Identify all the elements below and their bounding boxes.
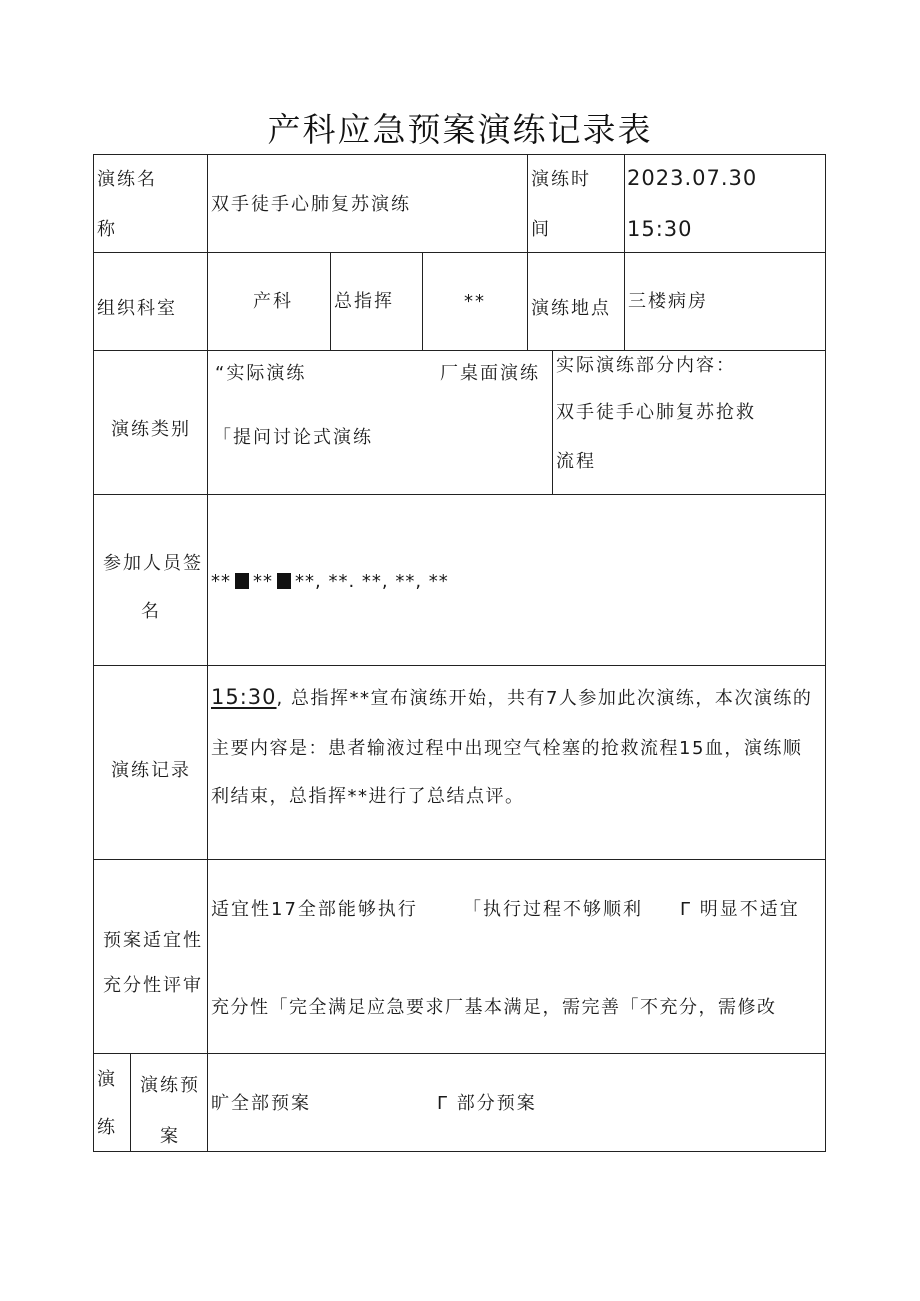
record-line-1 [211,686,812,710]
participants-label: 参加人员签 [103,553,203,574]
commander-label: 总指挥 [334,291,394,312]
review-label-cont: 充分性评审 [103,975,203,996]
scope-label: 演 [97,1069,117,1090]
row-divider [93,665,826,666]
option-all-plans: 旷全部预案 [211,1093,311,1114]
column-divider [422,252,423,350]
participants-signatures [211,571,449,593]
category-label: 演练类别 [111,419,191,440]
row-divider [93,494,826,495]
scope-label-cont: 练 [97,1117,117,1138]
record-text: , 总指挥**宣布演练开始，共有7人参加此次演练，本次演练的 [276,688,813,709]
redaction-box [277,573,291,589]
participant-name: ** [211,571,231,592]
participant-name: ** [253,571,273,592]
name-label: 演练名 [97,169,157,190]
suitability-option-not-smooth: 「执行过程不够顺利 [463,899,643,920]
column-divider [130,1053,131,1151]
location-label: 演练地点 [531,298,611,319]
participants-label-cont: 名 [141,601,161,622]
actual-content-value-cont: 流程 [556,451,596,472]
record-line-3: 利结束，总指挥**进行了总结点评。 [211,786,525,807]
actual-content-value: 双手徒手心肺复苏抢救 [556,402,756,423]
time-label: 演练时 [531,169,591,190]
column-divider [527,154,528,350]
drill-date: 2023.07.30 [627,166,758,190]
column-divider [207,154,208,1152]
row-divider [93,252,826,253]
table-border [93,154,826,155]
scope-plan-label-cont: 案 [160,1126,180,1147]
suitability-option-full: 适宜性17全部能够执行 [211,899,418,920]
column-divider [624,154,625,350]
row-divider [93,859,826,860]
table-border [825,154,826,1152]
commander-value: ** [464,291,486,312]
name-label-cont: 称 [97,219,117,240]
page-title: 产科应急预案演练记录表 [267,110,653,149]
suitability-option-unsuitable: Γ 明显不适宜 [680,899,800,920]
option-partial-plans: Γ 部分预案 [437,1093,537,1114]
scope-plan-label: 演练预 [140,1075,200,1096]
row-divider [93,1053,826,1054]
option-desktop-drill: 厂桌面演练 [440,363,540,384]
org-dept-value: 产科 [253,291,293,312]
option-discussion-drill: 「提问讨论式演练 [213,427,373,448]
time-label-cont: 间 [531,219,551,240]
participant-names: **, **. **, **, ** [295,571,449,592]
redaction-box [235,573,249,589]
review-label: 预案适宜性 [103,930,203,951]
record-line-2: 主要内容是：患者输液过程中出现空气栓塞的抢救流程15血，演练顺 [211,738,803,759]
option-actual-drill: “实际演练 [215,363,307,384]
table-border [93,154,94,1152]
column-divider [552,350,553,494]
record-start-time: 15:30 [211,685,277,709]
org-dept-label: 组织科室 [97,298,177,319]
adequacy-options: 充分性「完全满足应急要求厂基本满足，需完善「不充分，需修改 [211,997,777,1018]
table-border [93,1151,826,1152]
drill-time: 15:30 [627,217,693,241]
drill-name-value: 双手徒手心肺复苏演练 [211,194,411,215]
column-divider [330,252,331,350]
actual-content-label: 实际演练部分内容： [556,355,736,376]
row-divider [93,350,826,351]
record-label: 演练记录 [111,760,191,781]
location-value: 三楼病房 [628,291,708,312]
